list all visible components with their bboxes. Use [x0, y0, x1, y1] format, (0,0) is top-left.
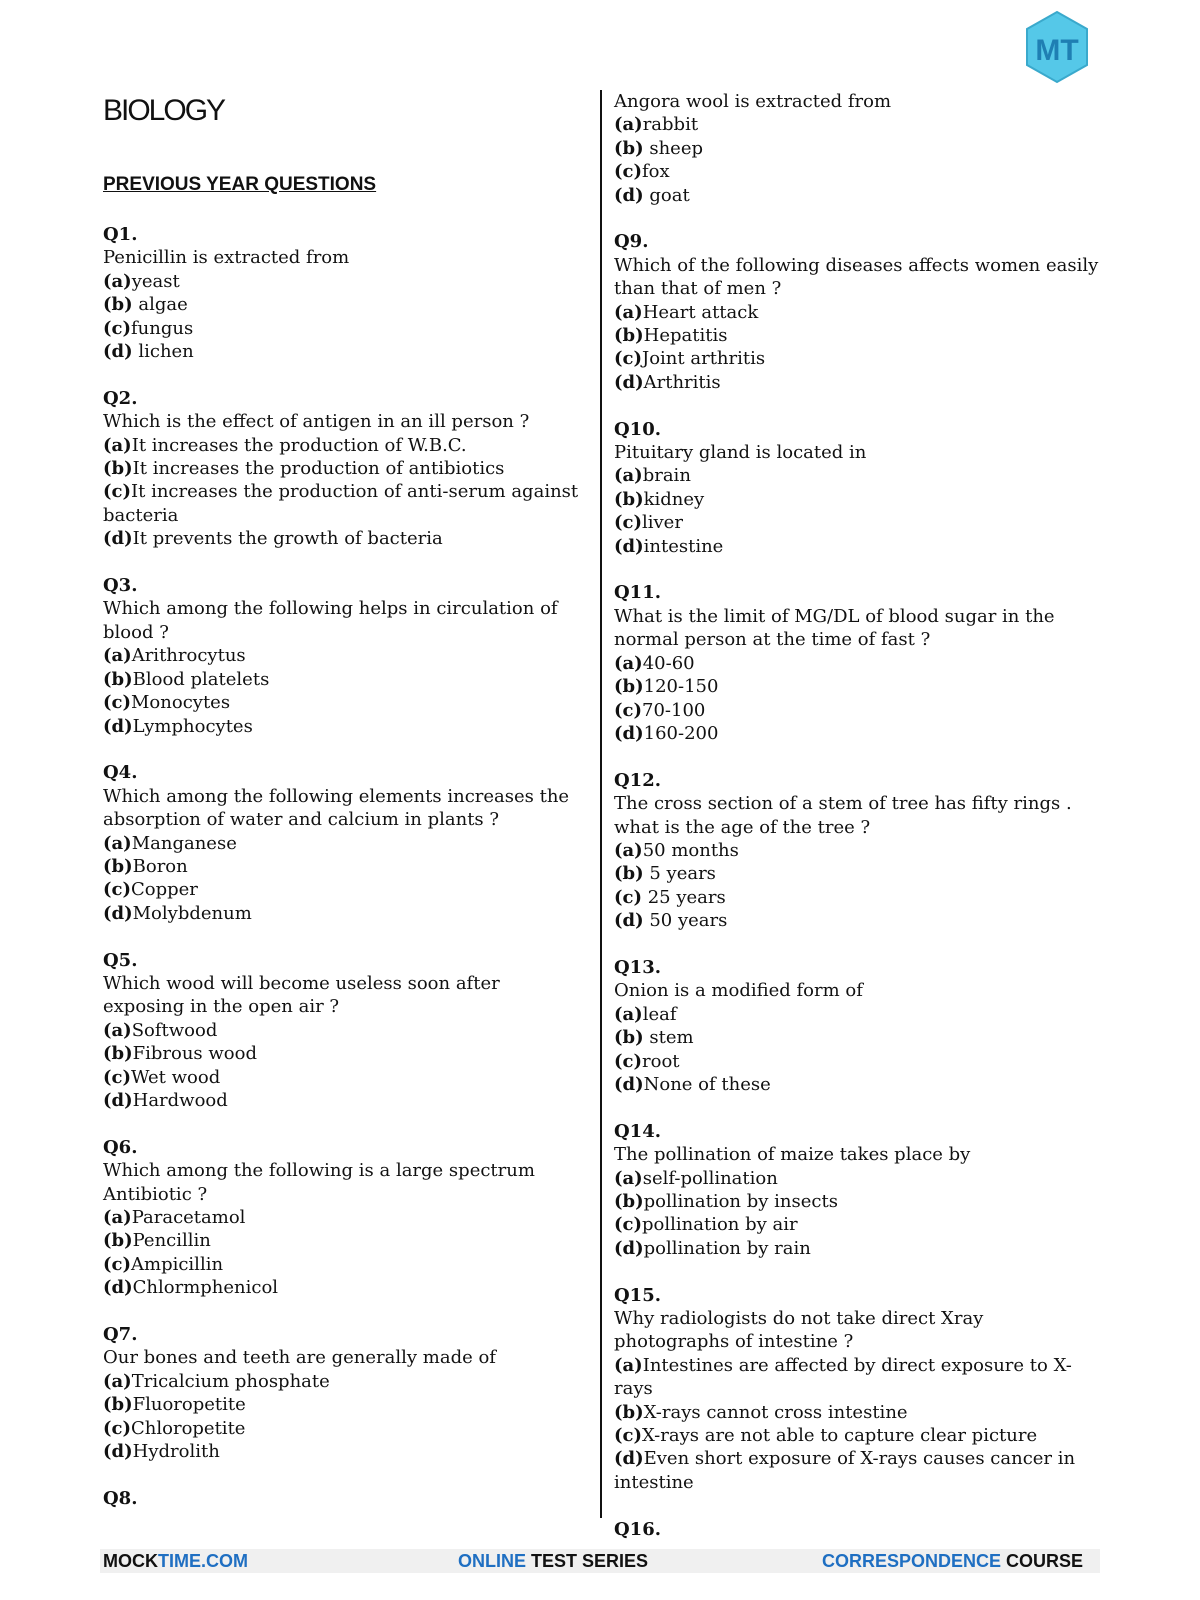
option-text: Molybdenum	[132, 902, 252, 924]
option-text: 50 years	[643, 910, 728, 932]
question-number: Q7.	[103, 1324, 138, 1345]
question-block	[614, 956, 1104, 1096]
answer-option	[103, 855, 583, 878]
answer-option	[103, 1042, 583, 1065]
option-key: (c)	[103, 481, 131, 503]
question-text: Our bones and teeth are generally made of	[103, 1347, 496, 1369]
option-text: fungus	[131, 317, 194, 339]
subject-title: BIOLOGY	[103, 94, 225, 127]
question-number: Q3.	[103, 575, 138, 597]
answer-option	[614, 511, 1104, 534]
option-text: Intestines are affected by direct exposure to X-rays	[614, 1354, 1072, 1400]
option-text: Hardwood	[132, 1089, 228, 1111]
answer-option	[614, 301, 1104, 324]
option-text: Manganese	[131, 832, 237, 854]
option-text: stem	[643, 1027, 694, 1049]
answer-option	[103, 317, 583, 340]
option-key: (b)	[614, 676, 644, 698]
option-key: (d)	[614, 722, 644, 744]
mocktime-logo	[1024, 10, 1090, 84]
option-text: brain	[642, 465, 691, 487]
option-key: (a)	[614, 1354, 643, 1376]
option-key: (d)	[103, 1089, 133, 1111]
option-key: (b)	[103, 668, 133, 690]
answer-option	[614, 1447, 1104, 1494]
answer-option	[103, 1440, 583, 1463]
option-key: (d)	[614, 535, 644, 557]
answer-option	[614, 184, 1104, 207]
option-text: 120-150	[643, 676, 719, 698]
option-key: (b)	[614, 137, 644, 159]
option-text: kidney	[643, 488, 705, 510]
option-text: 25 years	[642, 886, 726, 908]
question-block	[614, 1518, 1104, 1541]
answer-option	[614, 1026, 1104, 1049]
option-key: (b)	[614, 863, 644, 885]
question-number: Q5.	[103, 949, 138, 971]
question-text: Which wood will become useless soon after exposing in the open air ?	[103, 972, 500, 1018]
answer-option	[103, 1206, 583, 1229]
option-key: (d)	[103, 715, 133, 737]
option-key: (a)	[614, 839, 643, 861]
option-key: (c)	[614, 1214, 642, 1236]
question-block	[614, 1284, 1104, 1495]
answer-option	[103, 1393, 583, 1416]
option-text: It increases the production of W.B.C.	[131, 434, 467, 456]
option-text: Even short exposure of X-rays causes cancer in intestine	[614, 1448, 1076, 1493]
option-key: (c)	[614, 886, 642, 908]
question-number: Q8.	[103, 1487, 138, 1509]
option-key: (a)	[103, 434, 132, 456]
option-key: (b)	[614, 488, 644, 510]
answer-option	[103, 1229, 583, 1252]
answer-option	[103, 668, 583, 691]
option-key: (a)	[614, 465, 643, 487]
option-text: Lymphocytes	[132, 715, 253, 737]
option-key: (a)	[103, 645, 132, 667]
answer-option	[614, 886, 1104, 909]
answer-option	[103, 1417, 583, 1440]
question-number: Q2.	[103, 387, 138, 409]
option-text: self-pollination	[642, 1167, 778, 1189]
question-number: Q10.	[614, 418, 661, 440]
answer-option	[614, 137, 1104, 160]
option-key: (b)	[614, 1401, 644, 1423]
question-block	[614, 90, 1104, 207]
answer-option	[614, 699, 1104, 722]
question-text: Onion is a modified form of	[614, 980, 863, 1002]
question-block	[103, 1323, 583, 1463]
option-key: (a)	[103, 1206, 132, 1228]
option-text: X-rays cannot cross intestine	[643, 1401, 908, 1423]
answer-option	[614, 488, 1104, 511]
option-key: (a)	[614, 652, 643, 674]
answer-option	[103, 434, 583, 457]
option-text: It prevents the growth of bacteria	[132, 528, 443, 550]
answer-option	[103, 715, 583, 738]
option-key: (b)	[103, 458, 133, 480]
option-text: Joint arthritis	[642, 348, 766, 370]
question-block	[103, 387, 583, 551]
option-text: X-rays are not able to capture clear picture	[642, 1425, 1038, 1447]
question-block	[614, 769, 1104, 933]
option-text: 70-100	[642, 699, 706, 721]
left-column	[103, 223, 583, 1534]
answer-option	[614, 675, 1104, 698]
option-text: Softwood	[131, 1019, 218, 1041]
option-text: Copper	[131, 879, 198, 901]
option-key: (d)	[614, 1073, 644, 1095]
option-key: (a)	[103, 1019, 132, 1041]
answer-option	[614, 1401, 1104, 1424]
option-key: (d)	[103, 1277, 133, 1299]
option-text: intestine	[643, 535, 724, 557]
question-text: Which of the following diseases affects women easily than that of men ?	[614, 254, 1099, 300]
option-key: (c)	[614, 1050, 642, 1072]
option-text: Chloropetite	[131, 1417, 246, 1439]
option-text: 50 months	[642, 839, 739, 861]
option-text: pollination by insects	[643, 1191, 838, 1212]
answer-option	[103, 1253, 583, 1276]
option-text: Fibrous wood	[132, 1043, 257, 1065]
answer-option	[614, 1167, 1104, 1190]
question-block	[614, 230, 1104, 394]
question-text: What is the limit of MG/DL of blood sugar in the normal person at the time of fast ?	[614, 605, 1055, 651]
question-block	[614, 418, 1104, 558]
question-number: Q11.	[614, 582, 661, 604]
option-text: yeast	[131, 270, 180, 292]
question-block	[614, 1120, 1104, 1260]
option-key: (c)	[103, 879, 131, 901]
option-text: None of these	[643, 1073, 771, 1095]
footer-bar	[100, 1549, 1100, 1573]
question-block	[103, 1136, 583, 1300]
answer-option	[614, 324, 1104, 347]
answer-option	[614, 1190, 1104, 1213]
question-block	[103, 574, 583, 738]
option-text: pollination by rain	[643, 1237, 811, 1259]
answer-option	[103, 293, 583, 316]
option-text: Tricalcium phosphate	[131, 1370, 330, 1392]
option-text: liver	[642, 512, 683, 534]
answer-option	[103, 1089, 583, 1112]
option-text: leaf	[642, 1003, 677, 1025]
question-text: Which among the following is a large spectrum Antibiotic ?	[103, 1160, 535, 1205]
question-text: Which is the effect of antigen in an ill person ?	[103, 411, 530, 433]
option-key: (c)	[103, 1417, 131, 1439]
section-heading: PREVIOUS YEAR QUESTIONS	[103, 174, 377, 195]
answer-option	[614, 1424, 1104, 1447]
answer-option	[103, 691, 583, 714]
option-key: (c)	[614, 512, 642, 534]
question-number: Q13.	[614, 956, 661, 978]
option-key: (b)	[103, 855, 133, 877]
option-text: sheep	[643, 137, 704, 159]
question-number: Q14.	[614, 1120, 661, 1142]
option-key: (a)	[103, 270, 132, 292]
question-number: Q12.	[614, 769, 661, 791]
option-key: (c)	[614, 161, 642, 183]
answer-option	[614, 1003, 1104, 1026]
option-key: (d)	[614, 910, 644, 932]
column-divider	[600, 90, 602, 1518]
option-key: (c)	[103, 692, 131, 714]
option-key: (c)	[103, 1066, 131, 1088]
right-column	[614, 90, 1104, 1564]
option-text: Blood platelets	[132, 668, 270, 690]
option-text: Arthritis	[643, 371, 721, 393]
option-text: fox	[642, 161, 670, 183]
answer-option	[103, 1370, 583, 1393]
option-text: Fluoropetite	[132, 1394, 246, 1416]
option-key: (a)	[103, 832, 132, 854]
option-key: (a)	[614, 114, 643, 136]
question-text: The pollination of maize takes place by	[614, 1144, 971, 1166]
option-text: It increases the production of anti-serum against bacteria	[103, 481, 579, 526]
question-block	[103, 949, 583, 1113]
question-number: Q1.	[103, 224, 138, 245]
answer-option	[103, 832, 583, 855]
option-text: Hydrolith	[132, 1441, 220, 1463]
logo-text: MT	[1035, 34, 1079, 67]
footer-online-test-series[interactable]: ONLINE TEST SERIES	[458, 1551, 649, 1571]
answer-option	[614, 160, 1104, 183]
question-number: Q9.	[614, 231, 649, 253]
option-text: Hepatitis	[643, 325, 728, 347]
question-number: Q16.	[614, 1518, 661, 1540]
option-key: (c)	[103, 1253, 131, 1275]
answer-option	[614, 535, 1104, 558]
option-text: 160-200	[643, 722, 719, 744]
answer-option	[103, 527, 583, 550]
answer-option	[103, 644, 583, 667]
option-key: (a)	[614, 301, 643, 323]
option-text: Ampicillin	[131, 1253, 224, 1275]
option-key: (b)	[614, 1191, 644, 1212]
answer-option	[614, 1073, 1104, 1096]
answer-option	[614, 1050, 1104, 1073]
answer-option	[614, 1237, 1104, 1260]
answer-option	[614, 862, 1104, 885]
footer-correspondence-course[interactable]: CORRESPONDENCE COURSE	[822, 1551, 1084, 1571]
option-key: (d)	[103, 528, 133, 550]
option-key: (d)	[103, 902, 133, 924]
option-key: (d)	[614, 184, 644, 206]
question-number: Q4.	[103, 762, 138, 784]
footer-site[interactable]: MOCKTIME.COM	[103, 1551, 248, 1571]
answer-option	[614, 839, 1104, 862]
answer-option	[614, 722, 1104, 745]
option-text: Pencillin	[132, 1230, 211, 1252]
answer-option	[103, 270, 583, 293]
option-key: (c)	[614, 699, 642, 721]
option-key: (d)	[614, 1237, 644, 1259]
question-block	[103, 1487, 583, 1510]
option-key: (b)	[614, 1027, 644, 1049]
answer-option	[614, 909, 1104, 932]
option-text: Arithrocytus	[131, 645, 246, 667]
answer-option	[614, 1213, 1104, 1236]
option-key: (c)	[103, 317, 131, 339]
option-text: lichen	[132, 341, 194, 363]
option-text: It increases the production of antibiotics	[132, 458, 505, 480]
option-text: rabbit	[642, 114, 699, 136]
option-key: (b)	[614, 325, 644, 347]
option-text: root	[642, 1050, 680, 1072]
answer-option	[614, 371, 1104, 394]
option-text: Boron	[132, 855, 188, 877]
option-text: pollination by air	[642, 1214, 798, 1236]
question-text: Which among the following elements increases the absorption of water and calcium in plants ?	[103, 785, 570, 831]
answer-option	[614, 1354, 1104, 1401]
option-text: 5 years	[643, 863, 716, 885]
option-key: (c)	[614, 348, 642, 370]
option-text: algae	[132, 294, 188, 316]
option-key: (b)	[103, 1043, 133, 1065]
question-text: Pituitary gland is located in	[614, 442, 867, 464]
answer-option	[103, 1276, 583, 1299]
option-text: Heart attack	[642, 301, 759, 323]
option-key: (a)	[614, 1003, 643, 1025]
answer-option	[103, 878, 583, 901]
question-text: Angora wool is extracted from	[614, 91, 892, 112]
answer-option	[103, 457, 583, 480]
answer-option	[614, 652, 1104, 675]
question-block	[103, 223, 583, 363]
answer-option	[103, 902, 583, 925]
option-key: (a)	[103, 1370, 132, 1392]
question-block	[614, 581, 1104, 745]
question-text: Penicillin is extracted from	[103, 247, 350, 269]
answer-option	[103, 340, 583, 363]
question-number: Q6.	[103, 1136, 138, 1158]
option-text: Chlormphenicol	[132, 1277, 279, 1299]
answer-option	[103, 1019, 583, 1042]
answer-option	[103, 1066, 583, 1089]
option-key: (c)	[614, 1425, 642, 1447]
answer-option	[614, 464, 1104, 487]
option-key: (b)	[103, 294, 133, 316]
option-key: (d)	[614, 371, 644, 393]
option-text: Paracetamol	[131, 1206, 246, 1228]
option-key: (d)	[103, 1441, 133, 1463]
question-text: Why radiologists do not take direct Xray photographs of intestine ?	[614, 1308, 984, 1353]
option-text: 40-60	[642, 652, 695, 674]
option-text: goat	[643, 184, 690, 206]
option-key: (b)	[103, 1230, 133, 1252]
answer-option	[614, 347, 1104, 370]
option-key: (a)	[614, 1167, 643, 1189]
option-key: (d)	[614, 1448, 644, 1470]
question-text: The cross section of a stem of tree has fifty rings . what is the age of the tree ?	[614, 793, 1072, 838]
option-text: Wet wood	[131, 1066, 221, 1088]
question-text: Which among the following helps in circulation of blood ?	[103, 598, 558, 643]
question-number: Q15.	[614, 1284, 661, 1306]
option-text: Monocytes	[131, 692, 231, 714]
answer-option	[614, 113, 1104, 136]
option-key: (b)	[103, 1394, 133, 1416]
answer-option	[103, 480, 583, 527]
question-block	[103, 761, 583, 925]
option-key: (d)	[103, 341, 133, 363]
